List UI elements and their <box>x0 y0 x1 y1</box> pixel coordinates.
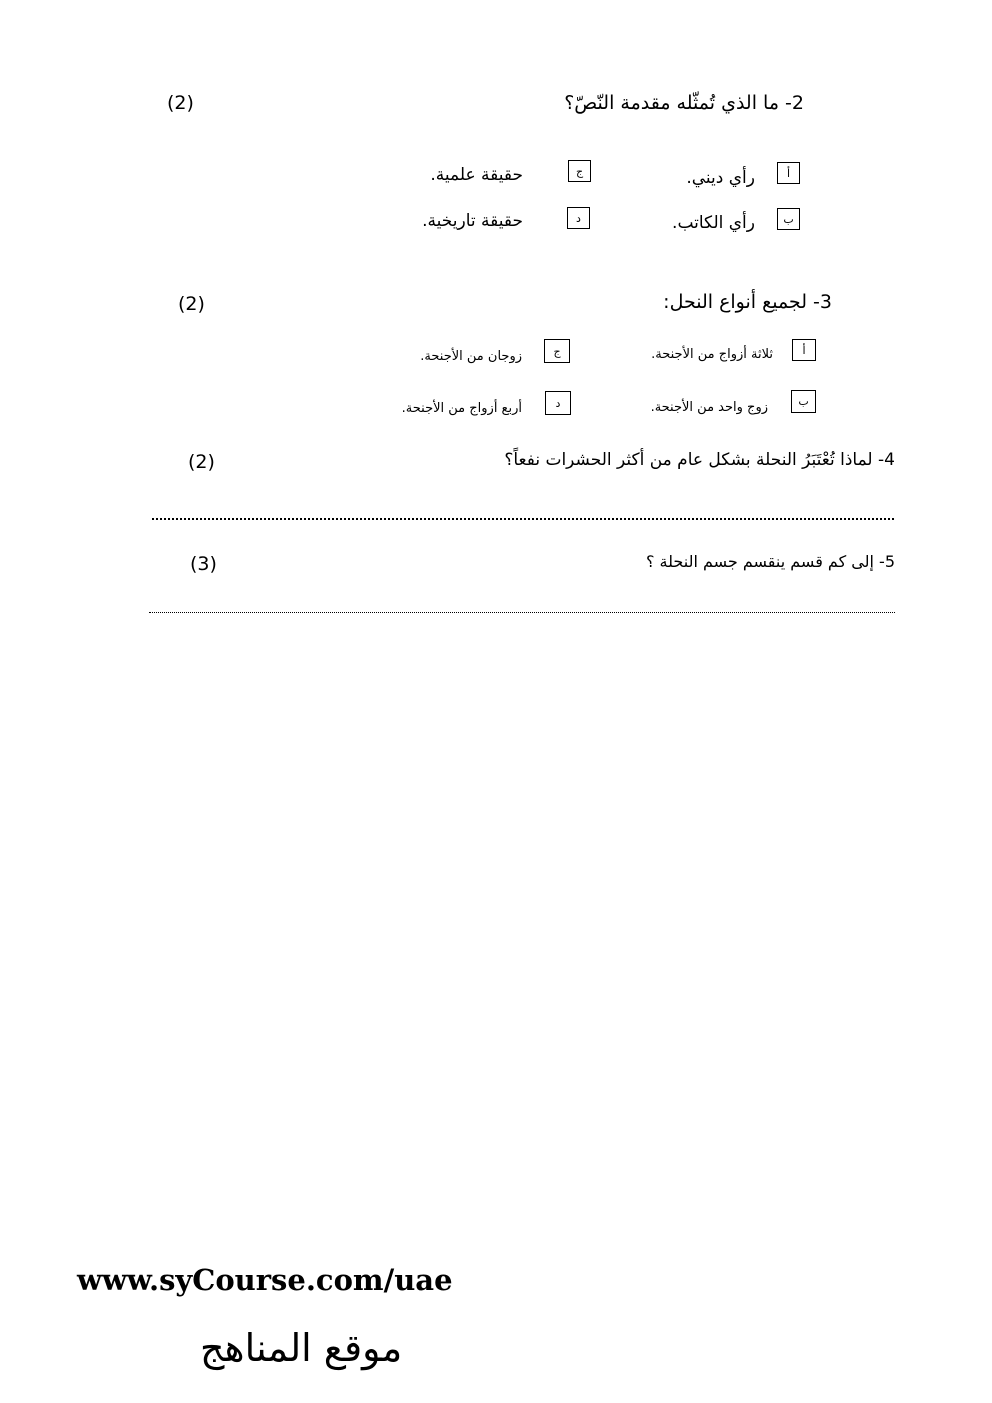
q3-number: 3- <box>813 291 832 313</box>
q4-number: 4- <box>878 450 895 470</box>
footer-url[interactable]: www.syCourse.com/uae <box>77 1263 453 1297</box>
q3-option-d-box[interactable]: د <box>545 391 571 415</box>
q2-option-b-box[interactable]: ب <box>777 208 800 230</box>
q3-option-d-text: أربع أزواج من الأجنحة. <box>401 401 522 416</box>
q3-text: لجميع أنواع النحل: <box>663 291 807 313</box>
q4-answer-line[interactable] <box>152 518 894 520</box>
q4-score: (2) <box>188 451 215 473</box>
q5-prompt <box>646 552 895 571</box>
q2-option-c-text: حقيقة علمية. <box>430 165 523 185</box>
q3-prompt <box>663 291 832 313</box>
q5-number: 5- <box>879 552 895 571</box>
q4-text: لماذا تُعْتَبَرُ النحلة بشكل عام من أكثر الحشرات نفعاً؟ <box>504 450 873 470</box>
q2-number: 2- <box>785 92 804 114</box>
footer-site-name: موقع المناهج <box>200 1326 403 1370</box>
q2-option-a-text: رأي ديني. <box>686 168 755 188</box>
q5-score: (3) <box>190 553 217 575</box>
q2-text: ما الذي تُمثّله مقدمة النّصّ؟ <box>564 92 779 114</box>
q4-prompt <box>504 450 895 470</box>
q5-answer-line[interactable] <box>149 612 895 613</box>
q3-option-b-text: زوج واحد من الأجنحة. <box>650 400 768 415</box>
q2-option-a-box[interactable]: أ <box>777 162 800 184</box>
q2-option-c-box[interactable]: ج <box>568 160 591 182</box>
q3-score: (2) <box>178 293 205 315</box>
q5-text: إلى كم قسم ينقسم جسم النحلة ؟ <box>645 552 874 571</box>
q3-option-b-box[interactable]: ب <box>791 390 816 413</box>
q2-option-d-text: حقيقة تاريخية. <box>422 211 523 231</box>
q2-option-d-box[interactable]: د <box>567 207 590 229</box>
q3-option-c-text: زوجان من الأجنحة. <box>420 349 522 364</box>
q2-score: (2) <box>167 92 194 114</box>
q2-option-b-text: رأي الكاتب. <box>672 213 755 233</box>
q3-option-a-text: ثلاثة أزواج من الأجنحة. <box>651 347 773 362</box>
q2-prompt <box>564 92 804 114</box>
q3-option-c-box[interactable]: ج <box>544 339 570 363</box>
q3-option-a-box[interactable]: أ <box>792 339 816 361</box>
